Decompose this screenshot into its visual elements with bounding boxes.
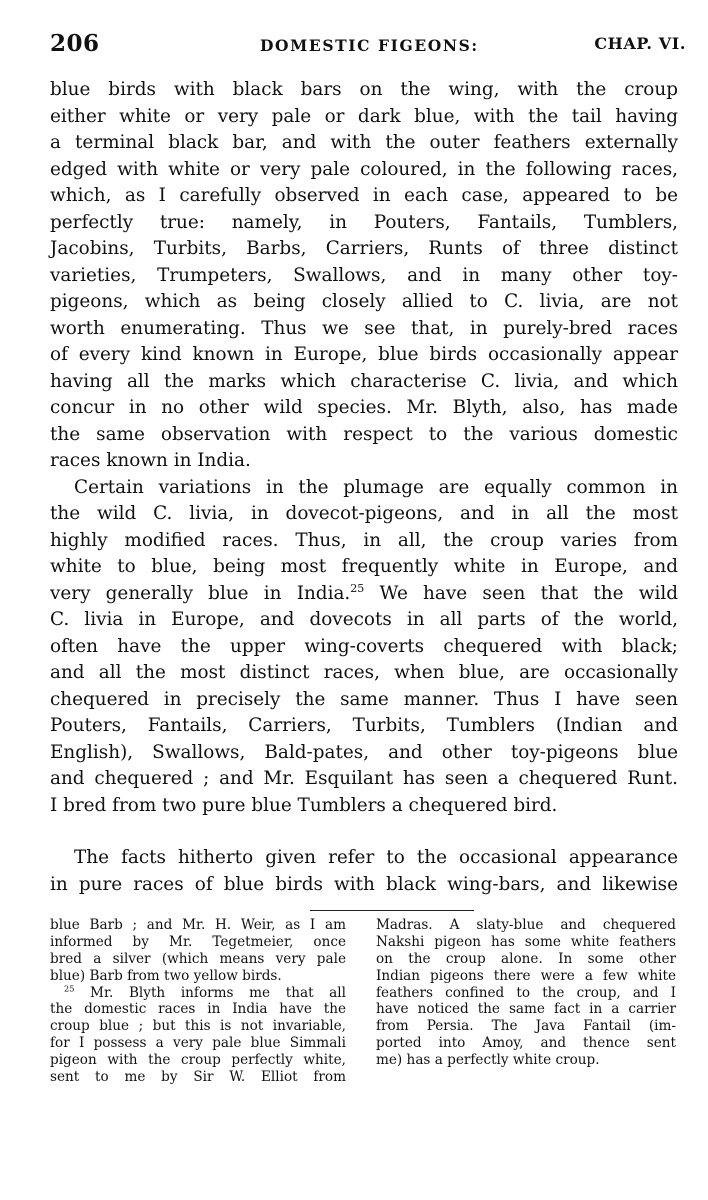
text-line: having all the marks which characterise C. livia, and which xyxy=(50,370,678,392)
footnote-line: the domestic races in India have the xyxy=(50,1001,346,1018)
text-segment: We have seen that the wild xyxy=(379,582,678,604)
footnote-line: from Persia. The Java Fantail (im- xyxy=(376,1018,676,1035)
text-line: which, as I carefully observed in each case, appeared to be xyxy=(50,185,678,206)
text-line: and all the most distinct races, when blue, are occasionally xyxy=(50,662,678,683)
footnote-line: feathers confined to the croup, and I xyxy=(376,984,676,1001)
footnote-column-left xyxy=(50,917,346,1086)
footnote-line: ported into Amoy, and thence sent xyxy=(376,1035,676,1052)
footnote-line: me) has a perfectly white croup. xyxy=(376,1052,600,1069)
text-line: either white or very pale or dark blue, with the tail having xyxy=(50,105,678,127)
footnote-line: blue Barb ; and Mr. H. Weir, as I am xyxy=(50,917,346,933)
footnote-line: Indian pigeons there were a few white xyxy=(376,967,676,984)
main-text xyxy=(50,77,678,819)
footnote-reference: 25 xyxy=(350,581,365,595)
text-line: of every kind known in Europe, blue birds occasionally appear xyxy=(50,344,678,365)
footnote-line: informed by Mr. Tegetmeier, once xyxy=(50,933,346,950)
paragraph xyxy=(50,845,678,898)
text-line: races known in India. xyxy=(50,450,251,471)
footnote-line: croup blue ; but this is not invariable, xyxy=(50,1018,346,1035)
footnote-line xyxy=(50,985,346,1002)
text-line: Jacobins, Turbits, Barbs, Carriers, Runts of three distinct xyxy=(50,238,678,259)
footnote-line: have noticed the same fact in a carrier xyxy=(376,1001,676,1018)
text-line: C. livia in Europe, and dovecots in all parts of the world, xyxy=(50,609,678,630)
text-segment: very generally blue in India. xyxy=(50,582,351,604)
text-line: blue birds with black bars on the wing, with the croup xyxy=(50,79,678,100)
text-line: Certain variations in the plumage are equally common in xyxy=(74,476,678,498)
footnote-line: blue) Barb from two yellow birds. xyxy=(50,967,282,984)
text-line: white to blue, being most frequently white in Europe, and xyxy=(50,556,678,577)
footnote-divider xyxy=(310,910,474,911)
footnote-line: sent to me by Sir W. Elliot from xyxy=(50,1069,346,1086)
text-line: often have the upper wing-coverts chequered with black; xyxy=(50,635,678,657)
text-line: varieties, Trumpeters, Swallows, and in many other toy- xyxy=(50,264,678,286)
text-line: edged with white or very pale coloured, in the following races, xyxy=(50,158,678,180)
text-line: and chequered ; and Mr. Esquilant has seen a chequered Runt. xyxy=(50,768,678,789)
page-header xyxy=(50,30,686,64)
footnote-column-right xyxy=(376,917,676,1069)
text-line xyxy=(50,581,678,608)
footnote-number: 25 xyxy=(64,983,75,994)
page-number: 206 xyxy=(50,30,100,57)
text-line: worth enumerating. Thus we see that, in purely-bred races xyxy=(50,317,678,339)
paragraph xyxy=(50,77,678,475)
text-line: English), Swallows, Bald-pates, and other toy-pigeons blue xyxy=(50,741,678,763)
footnote-line: on the croup alone. In some other xyxy=(376,950,676,967)
text-line: Pouters, Fantails, Carriers, Turbits, Tumblers (Indian and xyxy=(50,715,678,736)
text-line: I bred from two pure blue Tumblers a chequered bird. xyxy=(50,794,558,816)
paragraph xyxy=(50,475,678,820)
text-line: in pure races of blue birds with black wing-bars, and likewise xyxy=(50,873,678,895)
text-line: pigeons, which as being closely allied to C. livia, are not xyxy=(50,291,678,312)
running-head: DOMESTIC FIGEONS: xyxy=(260,36,479,55)
text-line: the wild C. livia, in dovecot-pigeons, and in all the most xyxy=(50,503,678,524)
footnote-line: for I possess a very pale blue Simmali xyxy=(50,1035,346,1052)
text-line: concur in no other wild species. Mr. Blyth, also, has made xyxy=(50,397,678,418)
text-line: a terminal black bar, and with the outer feathers externally xyxy=(50,132,678,153)
text-line: The facts hitherto given refer to the occasional appearance xyxy=(74,847,678,868)
text-line: perfectly true: namely, in Pouters, Fantails, Tumblers, xyxy=(50,211,678,233)
footnote-line: pigeon with the croup perfectly white, xyxy=(50,1052,346,1069)
footnote-line: Nakshi pigeon has some white feathers xyxy=(376,933,676,950)
footnote-line: bred a silver (which means very pale xyxy=(50,950,346,967)
chapter-label: CHAP. VI. xyxy=(594,34,686,53)
footnote-line: Madras. A slaty-blue and chequered xyxy=(376,917,676,933)
text-line: highly modified races. Thus, in all, the croup varies from xyxy=(50,529,678,551)
text-line: the same observation with respect to the various domestic xyxy=(50,423,678,445)
text-segment: Mr. Blyth informs me that all xyxy=(90,984,346,1001)
text-line: chequered in precisely the same manner. Thus I have seen xyxy=(50,688,678,710)
